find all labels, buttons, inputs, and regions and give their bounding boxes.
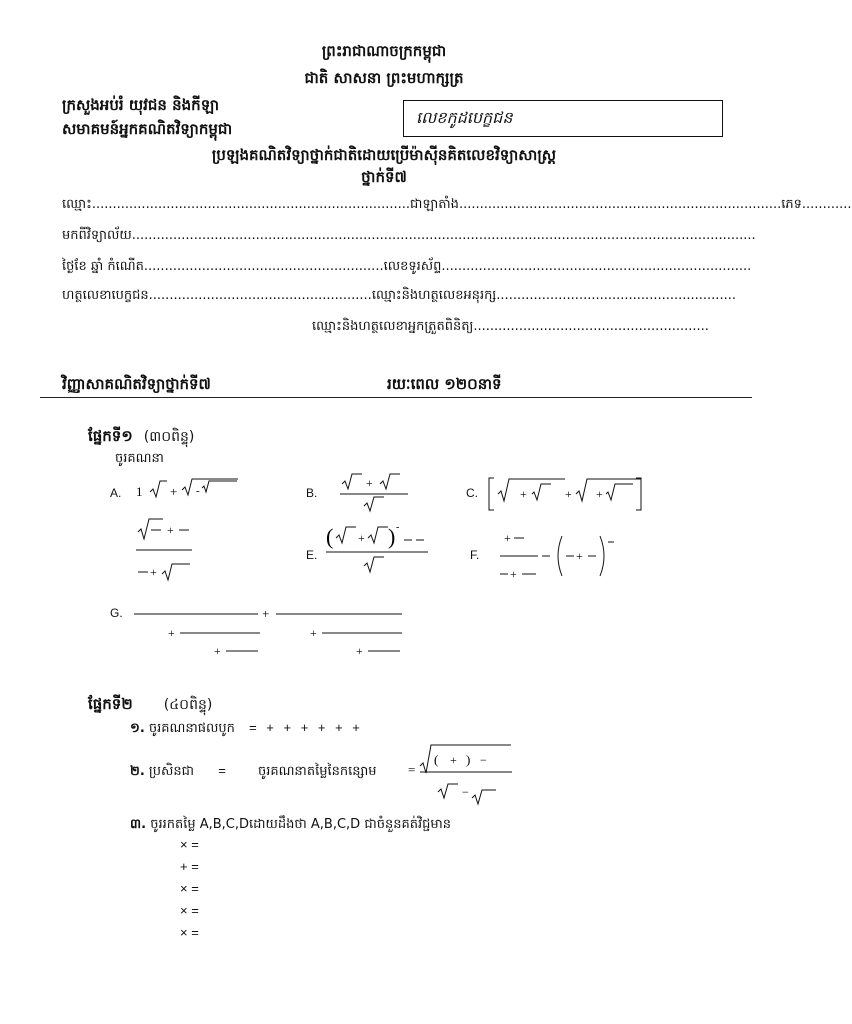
name-field-row[interactable]: ឈ្មោះ.............................................................................ជាឡាតាំង..............................................................................ភេទ............ — [62, 197, 852, 212]
q2-text2: ចូរគណនាតម្លៃនៃកន្សោម — [257, 764, 377, 779]
q2-equals: = — [218, 763, 226, 778]
svg-text:+: + — [358, 531, 365, 545]
question-1: ១. ចូរគណនាផលបូក = + + + + + + — [130, 720, 363, 736]
question-3: ៣. ចូររកតម្លៃ A,B,C,Dដោយដឹងថា A,B,C,D ជាចំនួនគត់វិជ្ជមាន — [130, 817, 451, 832]
proctor-label: ឈ្មោះនិងហត្ថលេខអនុរក្ស — [371, 288, 497, 303]
label-e: E. — [306, 548, 318, 562]
grader-label: ឈ្មោះនិងហត្ថលេខាអ្នកត្រួតពិនិត្យ — [312, 319, 474, 334]
part1-title: ផ្នែកទី១ — [88, 427, 133, 445]
exam-duration: រយៈពេល ១២០នាទី — [387, 375, 502, 393]
label-g: G. — [110, 606, 123, 620]
svg-text:−: − — [462, 785, 469, 799]
expression-a — [134, 476, 244, 506]
label-b: B. — [306, 486, 318, 500]
part2-title: ផ្នែកទី២ — [88, 695, 133, 713]
svg-text:+: + — [565, 487, 572, 501]
dob-field-row[interactable]: ថ្ងៃខែ ឆ្នាំ កំណើត..........................................................លេខទូរស័ព្ទ........................................................................... — [62, 259, 752, 274]
school-label: មកពីវិទ្យាល័យ — [62, 228, 132, 243]
q3-text: ចូររកតម្លៃ A,B,C,Dដោយដឹងថា A,B,C,D ជាចំនួនគត់វិជ្ជមាន — [150, 817, 451, 832]
exam-title: ប្រឡងគណិតវិទ្យាថ្នាក់ជាតិដោយប្រើម៉ាស៊ីនគិតលេខវិទ្យាសាស្ត្រ — [211, 146, 557, 164]
label-c: C. — [466, 486, 478, 500]
expression-e — [324, 520, 434, 582]
svg-text:+: + — [366, 476, 373, 490]
svg-text:+: + — [520, 487, 527, 501]
phone-label: លេខទូរស័ព្ទ — [383, 259, 442, 274]
question-2: ២. ប្រសិនជា = ចូរគណនាតម្លៃនៃកន្សោម — [130, 763, 377, 779]
svg-text:+: + — [510, 567, 517, 581]
label-a: A. — [110, 486, 122, 500]
svg-text:-: - — [396, 522, 400, 533]
expression-c — [486, 474, 646, 512]
svg-text:): ) — [466, 752, 471, 767]
q3-eq-2: + = — [180, 859, 199, 874]
ministry-name: ក្រសួងអប់រំ យុវជន និងកីឡា — [62, 96, 220, 114]
svg-text:=: = — [408, 762, 416, 777]
signature-field-row[interactable]: ហត្ថលេខាបេក្ខជន......................................................ឈ្មោះនិងហត្ថលេខអនុរក្ស.......................................................... — [62, 288, 736, 303]
label-f: F. — [470, 548, 480, 562]
q3-eq-5: × = — [180, 925, 199, 940]
kingdom-title: ព្រះរាជាណាចក្រកម្ពុជា — [321, 42, 447, 60]
q2-expression — [408, 740, 518, 810]
subject-title: វិញ្ញាសាគណិតវិទ្យាថ្នាក់ទី៧ — [62, 375, 211, 393]
expression-d — [134, 516, 204, 586]
school-field-row[interactable]: មកពីវិទ្យាល័យ....................................................................................................................................................... — [62, 228, 756, 243]
position-label: ជាឡាតាំង — [410, 197, 459, 212]
svg-text:+: + — [450, 753, 457, 767]
name-label: ឈ្មោះ — [62, 197, 92, 212]
q1-text: ចូរគណនាផលបូក — [148, 721, 235, 736]
svg-text:(: ( — [326, 524, 334, 549]
q1-expression: = + + + + + + — [249, 720, 363, 735]
part2-heading — [88, 694, 212, 717]
candidate-code-box[interactable]: លេខកូដបេក្ខជន — [403, 100, 723, 137]
q3-eq-3: × = — [180, 881, 199, 896]
svg-text:-: - — [196, 485, 200, 497]
divider-line — [40, 397, 752, 398]
svg-text:+: + — [576, 549, 583, 563]
dob-label: ថ្ងៃខែ ឆ្នាំ កំណើត — [62, 259, 144, 274]
sex-label: ភេទ — [781, 197, 802, 212]
svg-text:−: − — [480, 753, 487, 767]
part1-instruction: ចូរគណនា — [115, 451, 164, 466]
svg-text:+: + — [504, 531, 511, 545]
svg-text:+: + — [170, 484, 178, 499]
candidate-sign-label: ហត្ថលេខាបេក្ខជន — [62, 288, 149, 303]
q3-eq-4: × = — [180, 903, 199, 918]
svg-text:1: 1 — [136, 484, 143, 499]
part2-points: (៤០ពិន្ទុ) — [163, 697, 213, 713]
q2-text: ប្រសិនជា — [148, 764, 195, 779]
association-name: សមាគមន៍អ្នកគណិតវិទ្យាកម្ពុជា — [62, 120, 233, 138]
svg-text:+: + — [168, 626, 175, 640]
grader-field-row[interactable]: ឈ្មោះនិងហត្ថលេខាអ្នកត្រួតពិនិត្យ......................................................... — [312, 319, 709, 334]
svg-text:+: + — [596, 487, 603, 501]
part1-heading — [88, 426, 194, 449]
svg-text:+: + — [310, 626, 317, 640]
svg-text:+: + — [150, 565, 157, 579]
svg-text:+: + — [356, 644, 363, 658]
expression-g — [128, 604, 408, 660]
svg-text:+: + — [167, 523, 174, 537]
q3-eq-1: × = — [180, 837, 199, 852]
svg-text:+: + — [262, 606, 270, 621]
svg-text:+: + — [214, 644, 221, 658]
national-motto: ជាតិ សាសនា ព្រះមហាក្សត្រ — [304, 69, 464, 87]
svg-text:(: ( — [434, 752, 439, 767]
grade-title: ថ្នាក់ទី៧ — [361, 168, 407, 186]
expression-f — [496, 524, 626, 582]
expression-b — [338, 472, 418, 516]
part1-points: (៣០ពិន្ទុ) — [143, 429, 195, 445]
svg-text:): ) — [388, 524, 396, 549]
